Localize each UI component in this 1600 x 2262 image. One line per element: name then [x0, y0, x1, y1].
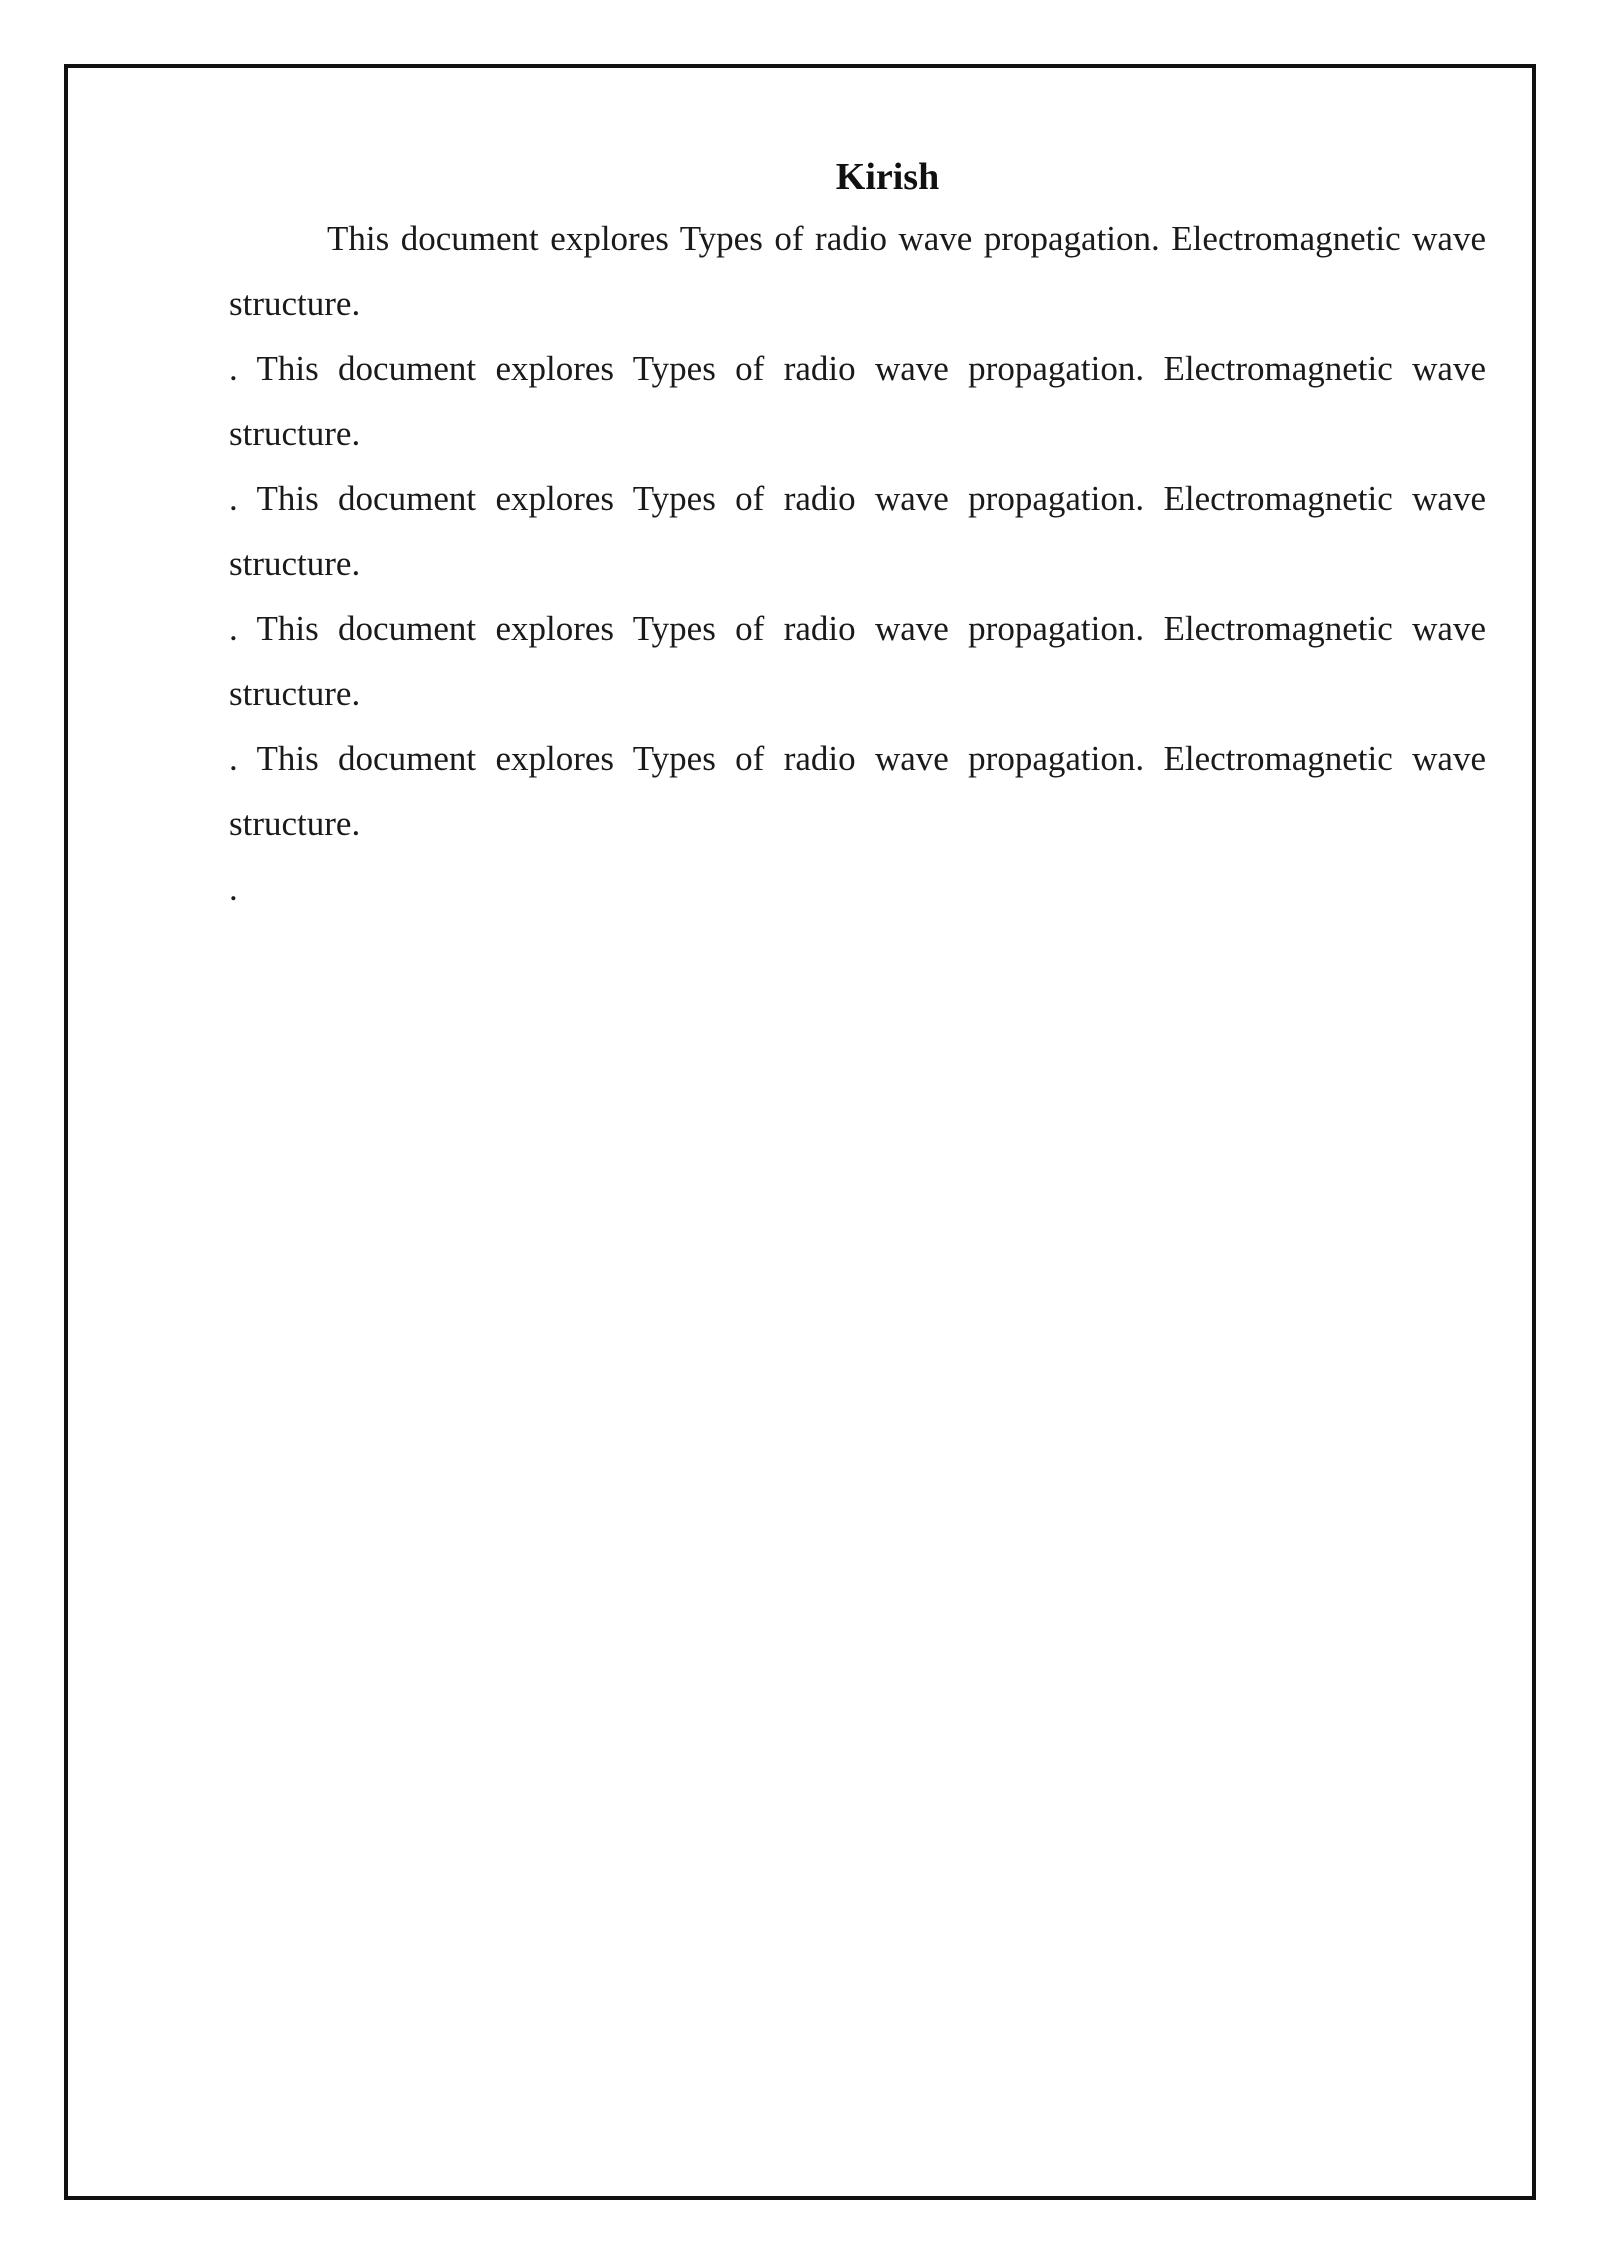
paragraph-6: . — [229, 869, 238, 908]
paragraph-5: . This document explores Types of radio wave propagation. Electromagnetic wave structure. — [229, 739, 1486, 843]
paragraph-1: This document explores Types of radio wave propagation. Electromagnetic wave structure. — [229, 219, 1486, 323]
paragraph-3: . This document explores Types of radio wave propagation. Electromagnetic wave structure. — [229, 479, 1486, 583]
paragraph-4: . This document explores Types of radio wave propagation. Electromagnetic wave structure. — [229, 609, 1486, 713]
document-body — [229, 148, 1486, 921]
paragraph-2: . This document explores Types of radio wave propagation. Electromagnetic wave structure. — [229, 349, 1486, 453]
document-title: Kirish — [835, 156, 940, 198]
